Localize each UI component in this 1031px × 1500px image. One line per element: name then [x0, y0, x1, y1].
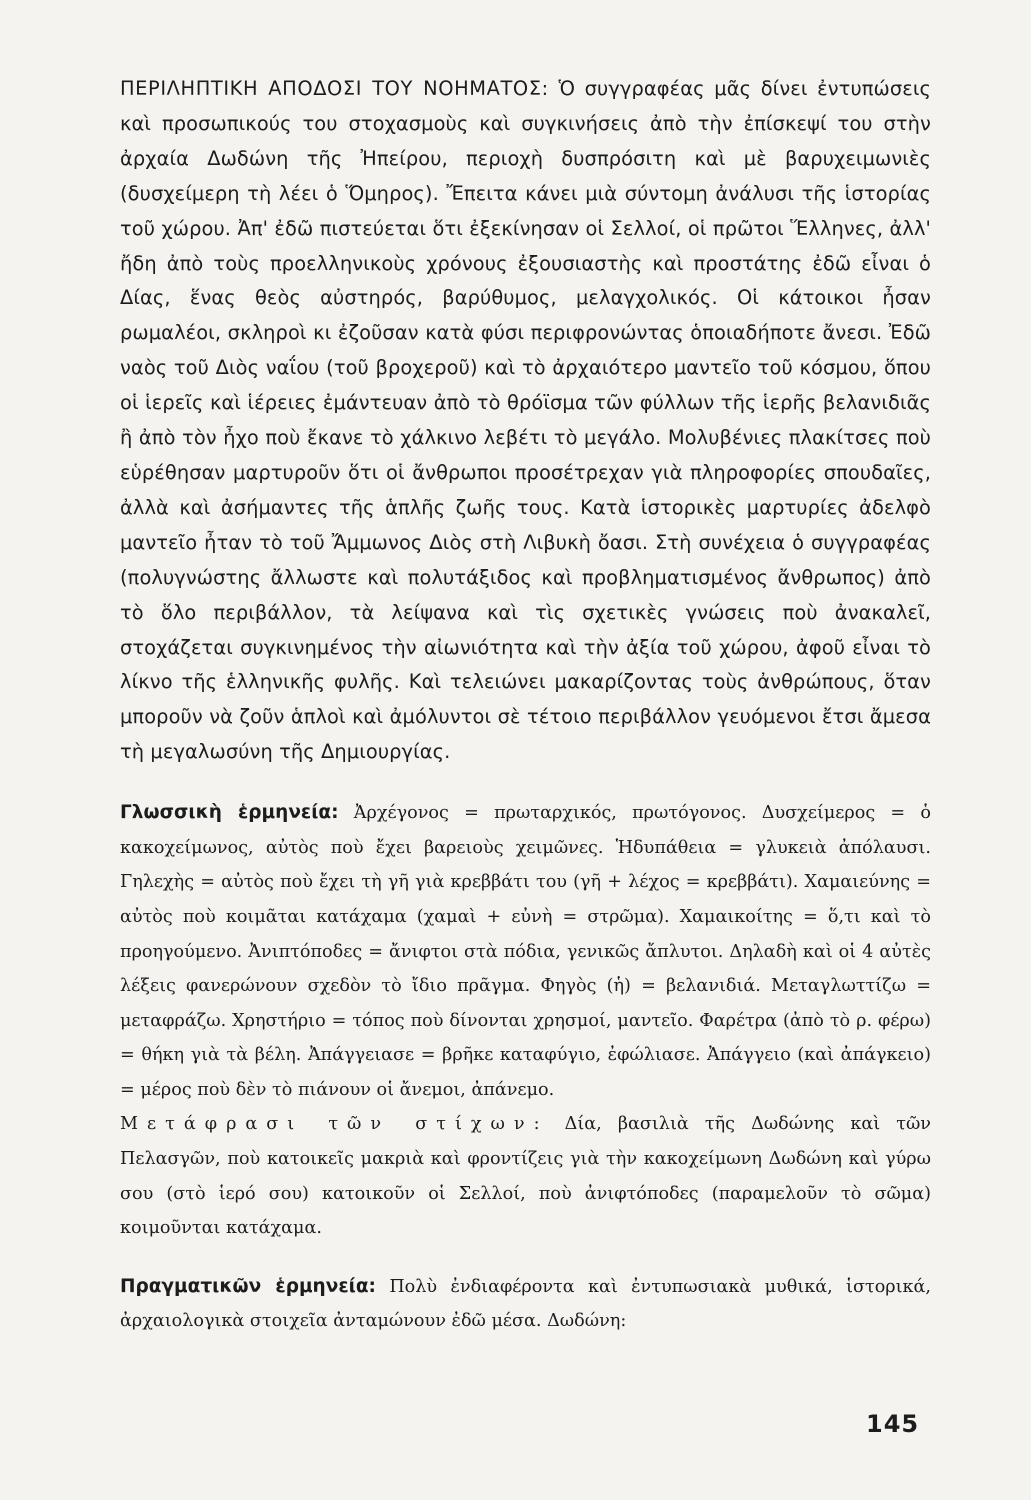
- glossary-text: Ἀρχέγονος = πρωταρχικός, πρωτόγονος. Δυσχείμερος = ὁ κακοχείμωνος, αὐτὸς ποὺ ἔχει βαρειοὺς χειμῶνες. Ἡδυπάθεια = γλυκειὰ ἀπόλαυσι. Γηλεχὴς = αὐτὸς ποὺ ἔχει τὴ γῆ γιὰ κρεββάτι του (γῆ + λέχος = κρεββάτι). Χαμαιεύνης = αὐτὸς ποὺ κοιμᾶται κατάχαμα (χαμαὶ + εὐνὴ = στρῶμα). Χαμαικοίτης = ὅ,τι καὶ τὸ προηγούμενο. Ἀνιπτόποδες = ἄνιφτοι στὰ πόδια, γενικῶς ἄπλυτοι. Δηλαδὴ καὶ οἱ 4 αὐτὲς λέξεις φανερώνουν σχεδὸν τὸ ἴδιο πρᾶγμα. Φηγὸς (ἡ) = βελανιδιά. Μεταγλωττίζω = μεταφράζω. Χρηστήριο = τόπος ποὺ δίνονται χρησμοί, μαντεῖο. Φαρέτρα (ἀπὸ τὸ ρ. φέρω) = θήκη γιὰ τὰ βέλη. Ἀπάγγειασε = βρῆκε καταφύγιο, ἐφώλιασε. Ἀπάγγειο (καὶ ἀπάγκειο) = μέρος ποὺ δὲν τὸ πιάνουν οἱ ἄνεμοι, ἀπάνεμο.: [120, 803, 932, 1100]
- translation-label: Μετάφρασι τῶν στίχων:: [120, 1114, 549, 1135]
- summary-heading: ΠΕΡΙΛΗΠΤΙΚΗ ΑΠΟΔΟΣΙ ΤΟΥ ΝΟΗΜΑΤΟΣ:: [120, 77, 549, 100]
- page-number: 145: [866, 1410, 920, 1438]
- translation-paragraph: [120, 1107, 931, 1245]
- factual-label: Πραγματικῶν ἑρμηνεία:: [120, 1275, 376, 1297]
- factual-paragraph: [120, 1270, 931, 1339]
- factual-text: Πολὺ ἐνδιαφέροντα καὶ ἐντυπωσιακὰ μυθικά, ἱστορικά, ἀρχαιολογικὰ στοιχεῖα ἀνταμώνουν ἐδῶ μέσα. Δωδώνη:: [120, 1276, 932, 1332]
- glossary-label: Γλωσσικὴ ἑρμηνεία:: [120, 802, 339, 824]
- summary-paragraph: [120, 72, 931, 770]
- summary-text: Ὁ συγγραφέας μᾶς δίνει ἐντυπώσεις καὶ προσωπικούς του στοχασμοὺς καὶ συγκινήσεις ἀπὸ τὴν ἐπίσκεψί του στὴν ἀρχαία Δωδώνη τῆς Ἠπείρου, περιοχὴ δυσπρόσιτη καὶ μὲ βαρυχειμωνιὲς (δυσχείμερη τὴ λέει ὁ Ὅμηρος). Ἔπειτα κάνει μιὰ σύντομη ἀνάλυσι τῆς ἱστορίας τοῦ χώρου. Ἀπ' ἐδῶ πιστεύεται ὅτι ἐξεκίνησαν οἱ Σελλοί, οἱ πρῶτοι Ἕλληνες, ἀλλ' ἤδη ἀπὸ τοὺς προελληνικοὺς χρόνους ἐξουσιαστὴς καὶ προστάτης ἐδῶ εἶναι ὁ Δίας, ἕνας θεὸς αὐστηρός, βαρύθυμος, μελαγχολικός. Οἱ κάτοικοι ἦσαν ρωμαλέοι, σκληροὶ κι ἐζοῦσαν κατὰ φύσι περιφρονώντας ὁποιαδήποτε ἄνεσι. Ἐδῶ ναὸς τοῦ Διὸς ναΐου (τοῦ βροχεροῦ) καὶ τὸ ἀρχαιότερο μαντεῖο τοῦ κόσμου, ὅπου οἱ ἱερεῖς καὶ ἱέρειες ἐμάντευαν ἀπὸ τὸ θρόϊσμα τῶν φύλλων τῆς ἱερῆς βελανιδιᾶς ἢ ἀπὸ τὸν ἦχο ποὺ ἔκανε τὸ χάλκινο λεβέτι τὸ μεγάλο. Μολυβένιες πλακίτσες ποὺ εὑρέθησαν μαρτυροῦν ὅτι οἱ ἄνθρωποι προσέτρεχαν γιὰ πληροφορίες σπουδαῖες, ἀλλὰ καὶ ἀσήμαντες τῆς ἁπλῆς ζωῆς τους. Κατὰ ἱστορικὲς μαρτυρίες ἀδελφὸ μαντεῖο ἦταν τὸ τοῦ Ἄμμωνος Διὸς στὴ Λιβυκὴ ὄασι. Στὴ συνέχεια ὁ συγγραφέας (πολυγνώστης ἄλλωστε καὶ πολυτάξιδος καὶ προβληματισμένος ἄνθρωπος) ἀπὸ τὸ ὅλο περιβάλλον, τὰ λείψανα καὶ τὶς σχετικὲς γνώσεις ποὺ ἀνακαλεῖ, στοχάζεται συγκινημένος τὴν αἰωνιότητα καὶ τὴν ἀξία τοῦ χώρου, ἀφοῦ εἶναι τὸ λίκνο τῆς ἑλληνικῆς φυλῆς. Καὶ τελειώνει μακαρίζοντας τοὺς ἀνθρώπους, ὅταν μποροῦν νὰ ζοῦν ἁπλοὶ καὶ ἀμόλυντοι σὲ τέτοιο περιβάλλον γευόμενοι ἔτσι ἄμεσα τὴ μεγαλωσύνη τῆς Δημιουργίας.: [120, 77, 931, 764]
- translation-text: Δία, βασιλιὰ τῆς Δωδώνης καὶ τῶν Πελασγῶν, ποὺ κατοικεῖς μακριὰ καὶ φροντίζεις γιὰ τὴν κακοχείμωνη Δωδώνη καὶ γύρω σου (στὸ ἱερό σου) κατοικοῦν οἱ Σελλοί, ποὺ ἀνιφτόποδες (παραμελοῦν τὸ σῶμα) κοιμοῦνται κατάχαμα.: [120, 1114, 931, 1239]
- glossary-paragraph: [120, 796, 931, 1107]
